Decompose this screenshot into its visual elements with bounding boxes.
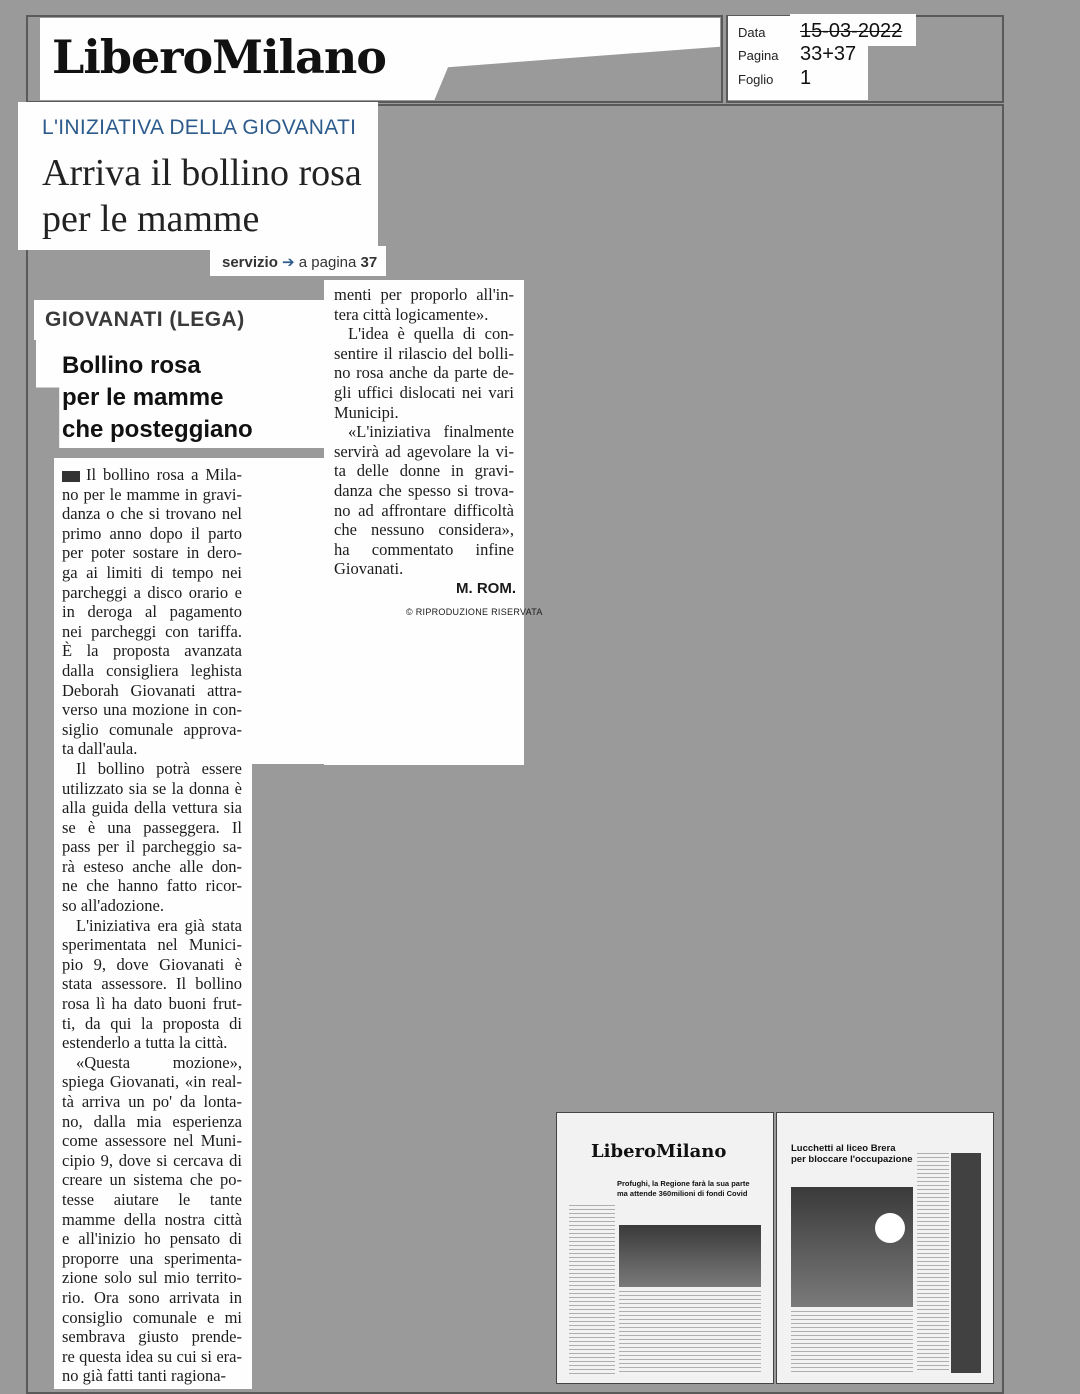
thumbnail-inside-page[interactable] xyxy=(776,1112,994,1384)
ref-servizio: servizio xyxy=(222,254,278,271)
thumb-left-logo: LiberoMilano xyxy=(591,1141,727,1162)
ref-text: a pagina xyxy=(298,254,357,271)
text-line: no ad affrontare difficoltà xyxy=(334,500,514,520)
text-line: so all'adozione. xyxy=(62,896,164,916)
text-line: no per le mamme in gravi- xyxy=(62,484,242,504)
text-line: gli uffici dislocati nei vari xyxy=(334,382,514,402)
text-line: Il bollino potrà essere xyxy=(76,758,242,778)
text-line: sperimentata nel Munici- xyxy=(62,935,242,955)
subhead-line-2: per le mamme xyxy=(62,384,224,411)
thumb-right-headline-2: per bloccare l'occupazione xyxy=(791,1154,913,1165)
text-line: re questa idea su cui si era- xyxy=(62,1346,242,1366)
text-line: stata assessore. Il bollino xyxy=(62,974,242,994)
meta-foglio-label: Foglio xyxy=(738,72,774,87)
text-line: rà esteso anche alle don- xyxy=(62,856,242,876)
text-line: «L'iniziativa finalmente xyxy=(348,422,514,442)
text-line: ha commentato infine xyxy=(334,539,514,559)
column1-extra-panel xyxy=(252,458,324,764)
text-line: sentire il rilascio del bolli- xyxy=(334,343,514,363)
text-line: ti, da qui la proposta di xyxy=(62,1013,242,1033)
subhead-line-3: che posteggiano xyxy=(62,416,253,443)
text-line: pio 9, dove Giovanati è xyxy=(62,954,242,974)
text-line: parcheggi a disco orario e xyxy=(62,582,242,602)
text-line: utilizzato sia se la donna è xyxy=(62,778,242,798)
thumbnail-front-page[interactable] xyxy=(556,1112,774,1384)
article-subhead xyxy=(62,350,253,446)
paragraph-marker-icon xyxy=(62,471,80,482)
text-line: creare un sistema che po- xyxy=(62,1170,242,1190)
teaser-headline-line1: Arriva il bollino rosa xyxy=(42,152,362,194)
thumb-left-headline-1: Profughi, la Regione farà la sua parte xyxy=(617,1179,750,1188)
text-line: ga ai limiti di tempo nei xyxy=(62,562,242,582)
article-column-1 xyxy=(62,465,242,1386)
text-line: Il bollino rosa a Mila- xyxy=(62,465,242,485)
text-line: rio. Ora sono arrivata in xyxy=(62,1287,242,1307)
text-line: servirà ad agevolare la vi- xyxy=(334,441,514,461)
text-line: alla guida della vettura sia xyxy=(62,798,242,818)
meta-data-value: 15-03-2022 xyxy=(800,20,903,42)
thumb-left-text-block-2 xyxy=(619,1291,761,1375)
text-line: danza o che si trovano nel xyxy=(62,504,242,524)
text-line: verso una mozione in con- xyxy=(62,700,242,720)
text-line: sembrava giusto prende- xyxy=(62,1327,242,1347)
text-line: consiglio comunale e mi xyxy=(62,1307,242,1327)
meta-pagina-label: Pagina xyxy=(738,48,779,63)
meta-foglio-value: 1 xyxy=(800,67,812,89)
masthead-logo: LiberoMilano xyxy=(52,30,386,84)
thumb-circle-marker xyxy=(875,1213,905,1243)
thumb-right-headline-1: Lucchetti al liceo Brera xyxy=(791,1143,896,1154)
text-line: danza che spesso si trova- xyxy=(334,480,514,500)
text-line: e all'inizio ho pensato di xyxy=(62,1229,242,1249)
text-line: spiega Giovanati, «in real- xyxy=(62,1072,242,1092)
text-line: tera città logicamente». xyxy=(334,304,489,324)
thumb-left-headline-2: ma attende 360milioni di fondi Covid xyxy=(617,1189,748,1198)
ref-page-number: 37 xyxy=(360,254,378,271)
thumb-left-photo xyxy=(619,1225,761,1287)
teaser-page-reference xyxy=(222,253,377,271)
text-line: per poter sostare in dero- xyxy=(62,543,242,563)
copyright-notice: © RIPRODUZIONE RISERVATA xyxy=(406,607,543,617)
meta-pagina-value: 33+37 xyxy=(800,43,857,65)
thumb-right-text-block xyxy=(917,1153,949,1373)
text-line: no rosa anche da parte de- xyxy=(334,363,514,383)
text-line: pass per il parcheggio sa- xyxy=(62,837,242,857)
text-line: che nessuno considera», xyxy=(334,520,514,540)
teaser-headline-line2: per le mamme xyxy=(42,198,260,240)
text-line: È la proposta avanzata xyxy=(62,641,242,661)
text-line: no, dalla mia esperienza xyxy=(62,1111,242,1131)
text-line: menti per proporlo all'in- xyxy=(334,285,514,304)
text-line: tà arriva un po' da lonta- xyxy=(62,1092,242,1111)
text-line: rosa lì ha dato buoni frut- xyxy=(62,994,242,1014)
text-line: no già fatti tanti ragiona- xyxy=(62,1366,227,1386)
text-line: in deroga al pagamento xyxy=(62,602,242,622)
text-line: «Questa mozione», xyxy=(76,1052,242,1072)
text-line: se è una passeggera. Il xyxy=(62,817,242,837)
text-line: estenderlo a tutta la città. xyxy=(62,1033,228,1053)
meta-data-label: Data xyxy=(738,25,766,40)
thumb-right-text-block-2 xyxy=(951,1153,981,1373)
teaser-kicker: L'INIZIATIVA DELLA GIOVANATI xyxy=(42,116,357,139)
text-line: L'idea è quella di con- xyxy=(348,324,514,344)
text-line: dalla consigliera leghista xyxy=(62,660,242,680)
text-line: primo anno dopo il parto xyxy=(62,523,242,543)
thumb-left-text-block xyxy=(569,1205,615,1375)
text-line: come assessore nel Muni- xyxy=(62,1131,242,1151)
thumb-right-photo xyxy=(791,1187,913,1307)
text-line: Deborah Giovanati attra- xyxy=(62,680,242,700)
text-line: mamme della nostra città xyxy=(62,1209,242,1229)
thumb-right-text-block-3 xyxy=(791,1311,913,1373)
text-line: nei parcheggi con tariffa. xyxy=(62,621,242,641)
text-line: zione solo sul mio territo- xyxy=(62,1268,242,1288)
text-line: proporre una sperimenta- xyxy=(62,1248,242,1268)
article-section-tag: GIOVANATI (LEGA) xyxy=(45,308,245,331)
text-line: ta dall'aula. xyxy=(62,739,138,759)
arrow-right-icon: ➔ xyxy=(282,254,295,271)
subhead-line-1: Bollino rosa xyxy=(62,352,201,379)
text-line: cipio 9, dove si cercava di xyxy=(62,1150,242,1170)
text-line: Giovanati. xyxy=(334,559,404,579)
text-line: L'iniziativa era già stata xyxy=(76,915,242,935)
text-line: siglio comunale approva- xyxy=(62,719,242,739)
text-line: Municipi. xyxy=(334,402,399,422)
article-column-2 xyxy=(334,285,514,579)
text-line: ta delle donne in gravi- xyxy=(334,461,514,481)
text-line: tesse aiutare le tante xyxy=(62,1189,242,1209)
text-line: ne che hanno fatto ricor- xyxy=(62,876,242,896)
article-signature: M. ROM. xyxy=(456,580,516,597)
